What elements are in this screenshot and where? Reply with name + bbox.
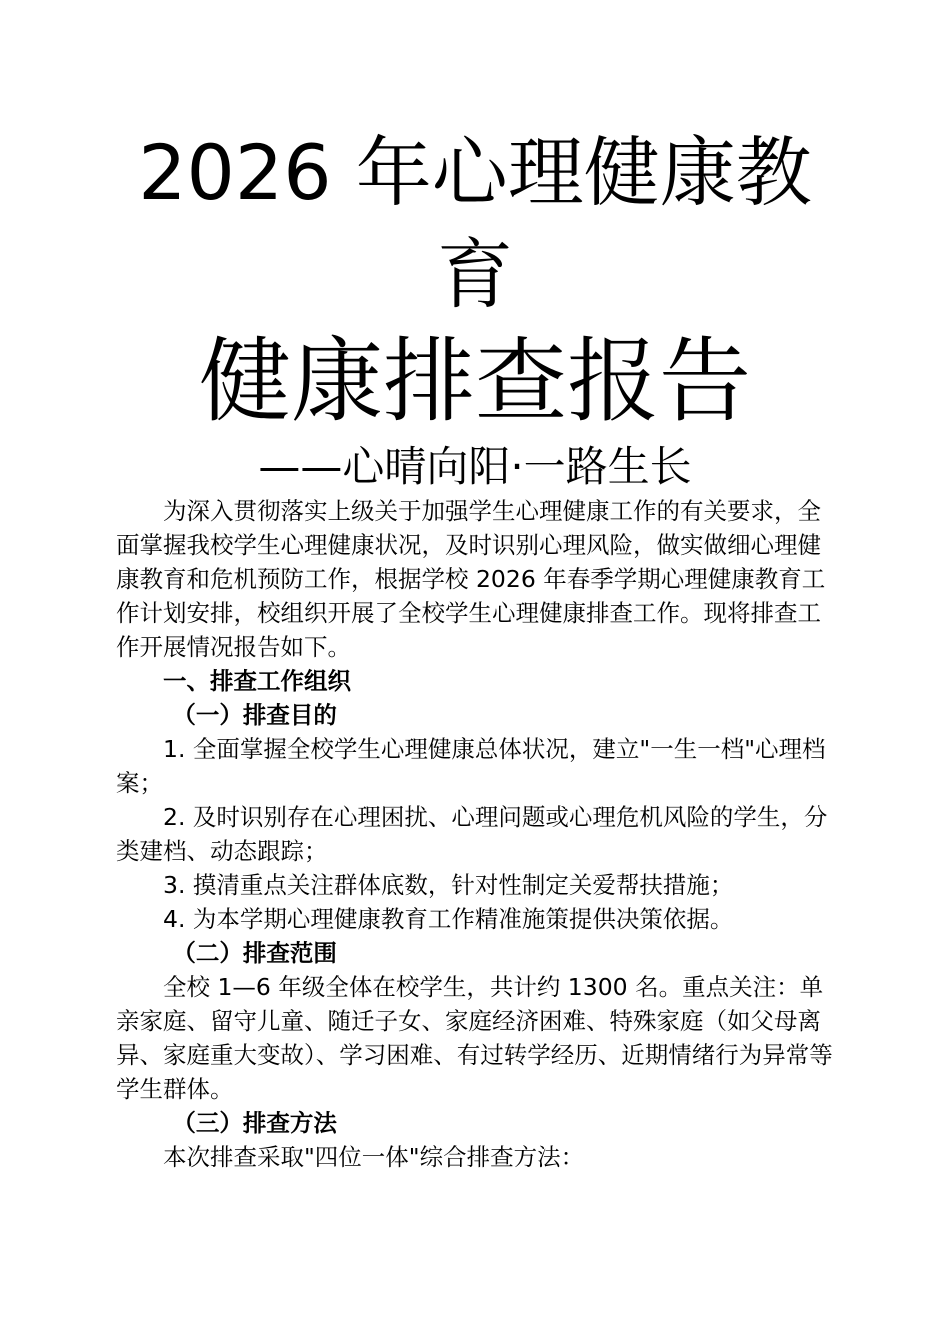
subsection-1-heading: （一）排查目的 <box>172 701 337 729</box>
document-body <box>116 494 836 1174</box>
subsection-3-heading: （三）排查方法 <box>172 1109 337 1137</box>
intro-paragraph: 为深入贯彻落实上级关于加强学生心理健康工作的有关要求，全面掌握我校学生心理健康状况，及时识别心理风险，做实做细心理健康教育和危机预防工作，根据学校 2026 年春季学期心理健康教育工作计划安排，校组织开展了全校学生心理健康排查工作。现将排查工作开展情况报告如下。 <box>116 497 826 661</box>
document-title-line-3: 健康排查报告 <box>198 328 751 435</box>
subsection-2-heading: （二）排查范围 <box>172 939 337 967</box>
purpose-item-4: 4. 为本学期心理健康教育工作精准施策提供决策依据。 <box>163 905 734 933</box>
document-title-line-2: 育 <box>437 230 513 319</box>
document-title-line-1: 2026 年心理健康教 <box>138 128 812 217</box>
document-subtitle: ——心晴向阳·一路生长 <box>258 442 692 491</box>
purpose-item-1: 1. 全面掌握全校学生心理健康总体状况，建立"一生一档"心理档案； <box>116 735 826 797</box>
scope-paragraph: 全校 1—6 年级全体在校学生，共计约 1300 名。重点关注：单亲家庭、留守儿童、随迁子女、家庭经济困难、特殊家庭（如父母离异、家庭重大变故）、学习困难、有过转学经历、近期情绪行为异常等学生群体。 <box>116 973 833 1103</box>
method-paragraph: 本次排查采取"四位一体"综合排查方法： <box>163 1143 585 1171</box>
section-1-heading: 一、排查工作组织 <box>163 667 351 695</box>
purpose-item-3: 3. 摸清重点关注群体底数，针对性制定关爱帮扶措施； <box>163 871 734 899</box>
purpose-item-2: 2. 及时识别存在心理困扰、心理问题或心理危机风险的学生，分类建档、动态跟踪； <box>116 803 828 865</box>
